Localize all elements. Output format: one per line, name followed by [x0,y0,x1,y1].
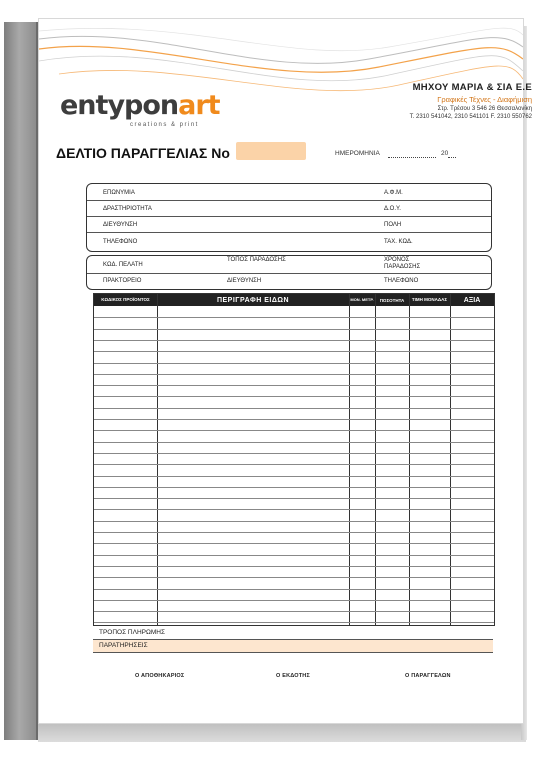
column-product-code: ΚΩΔΙΚΟΣ ΠΡΟΪΟΝΤΟΣ [101,296,150,302]
date-field[interactable] [388,157,436,158]
signature-recipient: Ο ΠΑΡΑΓΓΕΛΩΝ [405,673,451,679]
table-row[interactable] [94,340,494,341]
delivery-address-label: ΔΙΕΥΘΥΝΣΗ [227,278,262,284]
delivery-place-label: ΤΟΠΟΣ ΠΑΡΑΔΟΣΗΣ [227,257,286,263]
page-stack-bottom [38,722,526,742]
logo-part-1: entypon [60,90,179,121]
table-row[interactable] [94,476,494,477]
table-row[interactable] [94,611,494,612]
remarks-row[interactable] [93,639,493,653]
customer-name-label: ΕΠΩΝΥΜΙΑ [103,190,135,196]
tax-office-label: Δ.Ο.Υ. [384,206,401,212]
brand-logo [60,90,220,121]
column-unit: ΜΟΝ. ΜΕΤΡ. [350,297,374,302]
customer-code-label: ΚΩΔ. ΠΕΛΑΤΗ [103,262,143,268]
table-row[interactable] [94,509,494,510]
customer-address-label: ΔΙΕΥΘΥΝΣΗ [103,222,138,228]
table-row[interactable] [94,317,494,318]
company-info [410,82,532,121]
delivery-details-box [86,255,492,290]
table-row[interactable] [94,543,494,544]
remarks-extra-row[interactable] [93,652,493,653]
column-quantity: ΠΟΣΟΤΗΤΑ [379,297,405,303]
table-column-divider [450,294,451,625]
column-description: ΠΕΡΙΓΡΑΦΗ ΕΙΔΩΝ [216,296,290,304]
postcode-label: ΤΑΧ. ΚΩΔ. [384,239,413,245]
table-row[interactable] [94,351,494,352]
company-subtitle: Γραφικές Τέχνες - Διαφήμιση [437,94,532,104]
delivery-time-label: ΧΡΟΝΟΣ ΠΑΡΑΔΟΣΗΣ [384,257,421,270]
signature-storekeeper: Ο ΑΠΟΘΗΚΑΡΙΟΣ [135,673,185,679]
payment-method-row[interactable] [93,627,493,639]
table-row[interactable] [94,385,494,386]
table-row[interactable] [94,521,494,522]
items-table [93,293,495,626]
logo-part-2: art [178,90,220,121]
delivery-phone-label: ΤΗΛΕΦΩΝΟ [384,278,419,284]
table-row[interactable] [94,363,494,364]
table-row[interactable] [94,396,494,397]
city-label: ΠΟΛΗ [384,222,402,228]
date-label: ΗΜΕΡΟΜΗΝΙΑ [335,150,380,157]
year-prefix: 20 [441,150,449,157]
table-row[interactable] [94,374,494,375]
table-row[interactable] [94,622,494,623]
logo-tagline: creations & print [130,122,199,128]
customer-phone-label: ΤΗΛΕΦΩΝΟ [103,239,138,245]
company-name: ΜΗΧΟΥ ΜΑΡΙΑ & ΣΙΑ Ε.Ε [412,82,532,93]
table-column-divider [375,294,376,625]
table-row[interactable] [94,600,494,601]
column-value: ΑΞΙΑ [463,296,481,304]
vat-label: Α.Φ.Μ. [384,190,403,196]
table-row[interactable] [94,589,494,590]
signature-issuer: Ο ΕΚΔΟΤΗΣ [276,673,310,679]
table-row[interactable] [94,442,494,443]
company-address: Στρ. Τρέσου 3 546 26 Θεσσαλονίκη [437,105,532,112]
table-row[interactable] [94,532,494,533]
agency-label: ΠΡΑΚΤΟΡΕΙΟ [103,278,142,284]
column-unit-price: ΤΙΜΗ ΜΟΝΑΔΑΣ [411,296,448,302]
table-row[interactable] [94,555,494,556]
remarks-label: ΠΑΡΑΤΗΡΗΣΕΙΣ [99,642,148,649]
table-row[interactable] [94,498,494,499]
table-row[interactable] [94,453,494,454]
table-column-divider [349,294,350,625]
table-column-divider [409,294,410,625]
customer-details-box [86,183,492,252]
table-column-divider [157,294,158,625]
table-row[interactable] [94,577,494,578]
table-row[interactable] [94,430,494,431]
table-row[interactable] [94,329,494,330]
year-field[interactable] [448,157,456,158]
order-number-field[interactable] [236,142,306,160]
table-row[interactable] [94,464,494,465]
payment-method-label: ΤΡΟΠΟΣ ΠΛΗΡΩΜΗΣ [99,629,165,636]
pad-binding-spine [4,22,38,740]
company-phones: Τ. 2310 541042, 2310 541101 F. 2310 550762 [409,114,532,121]
table-row[interactable] [94,419,494,420]
table-row[interactable] [94,487,494,488]
table-row[interactable] [94,566,494,567]
document-title: ΔΕΛΤΙΟ ΠΑΡΑΓΓΕΛΙΑΣ No [56,145,230,161]
table-row[interactable] [94,408,494,409]
activity-label: ΔΡΑΣΤΗΡΙΟΤΗΤΑ [103,206,152,212]
